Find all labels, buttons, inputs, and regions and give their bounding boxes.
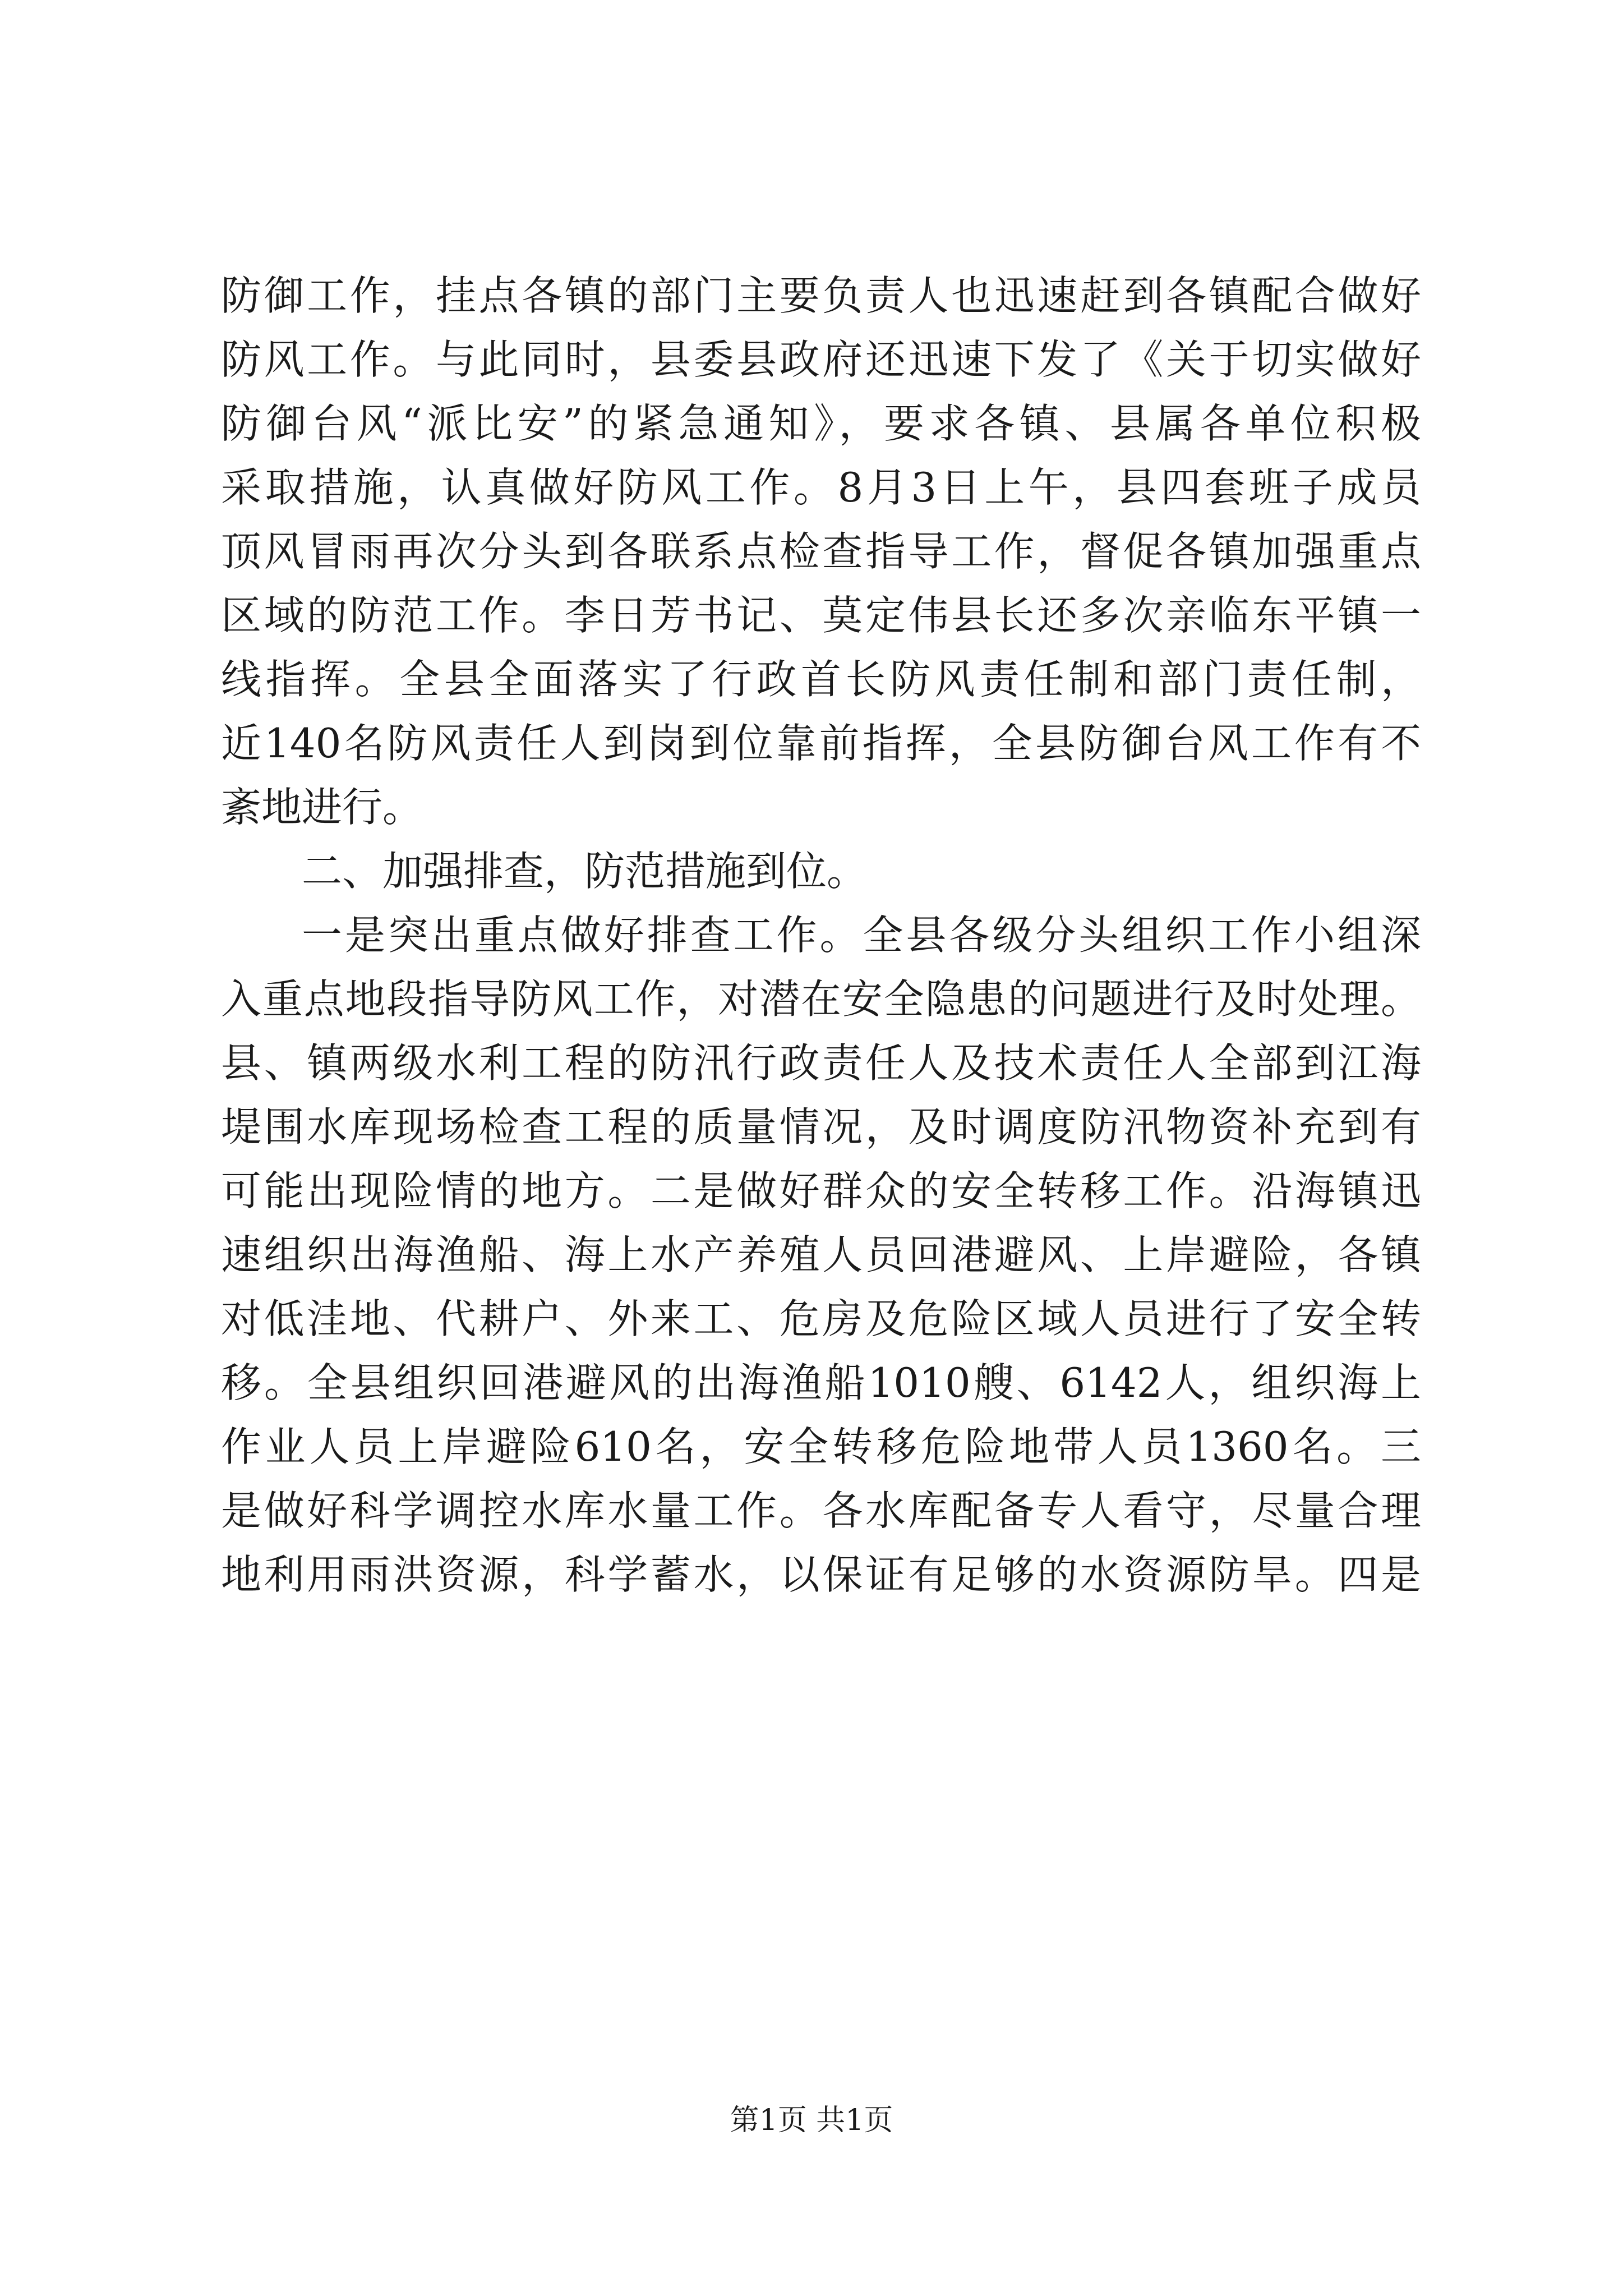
text-line-5: 顶风冒雨再次分头到各联系点检查指导工作，督促各镇加强重点 <box>221 528 1421 575</box>
page-number-footer: 第1页 共1页 <box>730 2104 893 2137</box>
text-line-18: 移。全县组织回港避风的出海渔船1010艘、6142人，组织海上 <box>221 1359 1421 1406</box>
text-line-17: 对低洼地、代耕户、外来工、危房及危险区域人员进行了安全转 <box>221 1295 1421 1342</box>
section-heading: 二、加强排查，防范措施到位。 <box>302 848 868 895</box>
text-line-7: 线指挥。全县全面落实了行政首长防风责任制和部门责任制， <box>221 656 1421 703</box>
text-line-1: 防御工作，挂点各镇的部门主要负责人也迅速赶到各镇配合做好 <box>221 272 1421 319</box>
text-line-4: 采取措施，认真做好防风工作。8月3日上午，县四套班子成员 <box>221 464 1421 511</box>
text-line-2: 防风工作。与此同时，县委县政府还迅速下发了《关于切实做好 <box>221 336 1421 383</box>
text-line-11: 一是突出重点做好排查工作。全县各级分头组织工作小组深 <box>302 912 1421 959</box>
text-line-14: 堤围水库现场检查工程的质量情况，及时调度防汛物资补充到有 <box>221 1103 1421 1151</box>
text-line-16: 速组织出海渔船、海上水产养殖人员回港避风、上岸避险，各镇 <box>221 1231 1421 1278</box>
text-line-3: 防御台风“派比安”的紧急通知》，要求各镇、县属各单位积极 <box>221 400 1421 447</box>
text-line-21: 地利用雨洪资源，科学蓄水，以保证有足够的水资源防旱。四是 <box>221 1551 1421 1598</box>
text-line-6: 区域的防范工作。李日芳书记、莫定伟县长还多次亲临东平镇一 <box>221 592 1421 639</box>
document-body <box>221 264 1421 1607</box>
text-line-9: 紊地进行。 <box>221 784 423 831</box>
text-line-15: 可能出现险情的地方。二是做好群众的安全转移工作。沿海镇迅 <box>221 1167 1421 1214</box>
text-line-8: 近140名防风责任人到岗到位靠前指挥，全县防御台风工作有不 <box>221 720 1421 767</box>
text-line-20: 是做好科学调控水库水量工作。各水库配备专人看守，尽量合理 <box>221 1487 1421 1534</box>
text-line-13: 县、镇两级水利工程的防汛行政责任人及技术责任人全部到江海 <box>221 1039 1421 1087</box>
text-line-19: 作业人员上岸避险610名，安全转移危险地带人员1360名。三 <box>221 1423 1421 1470</box>
text-line-12: 入重点地段指导防风工作，对潜在安全隐患的问题进行及时处理。 <box>221 976 1421 1023</box>
